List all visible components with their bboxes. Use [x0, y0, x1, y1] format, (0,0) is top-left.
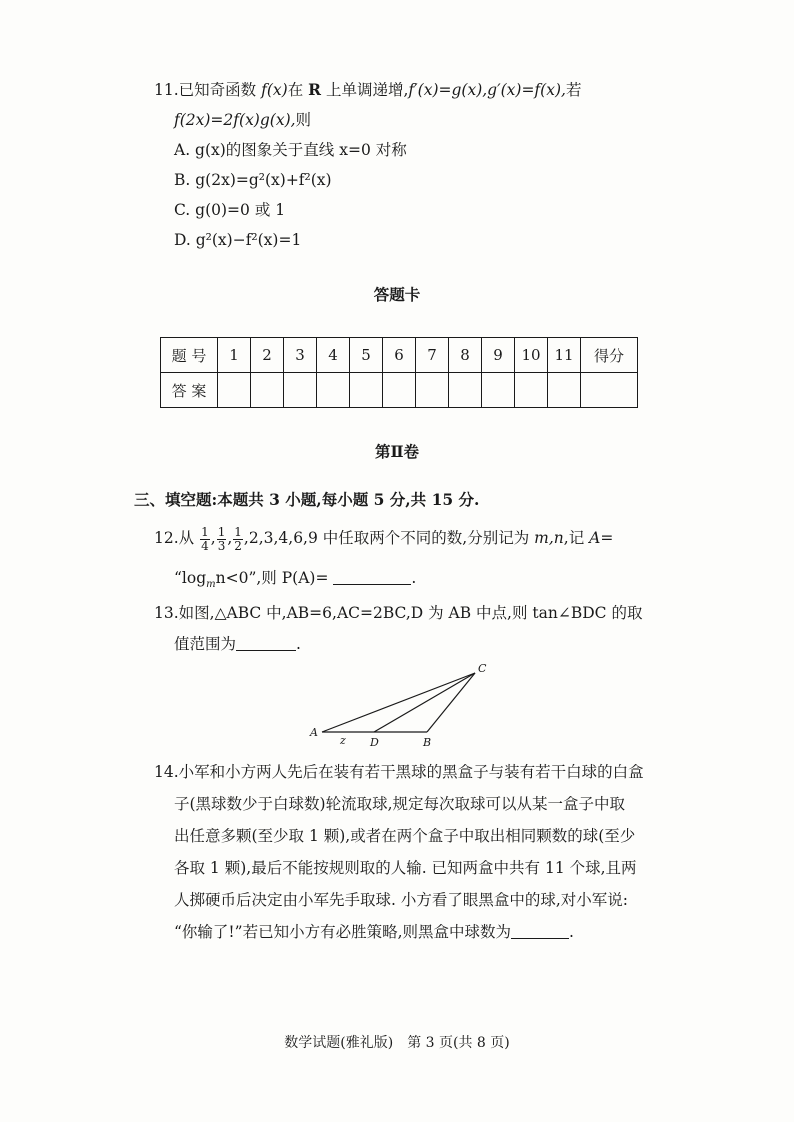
q12-answer-blank[interactable]: [333, 569, 411, 585]
page-footer: 数学试题(雅礼版) 第 3 页(共 8 页): [284, 1035, 510, 1051]
q12-line1: 12.从 $\frac{1}{4}$ , $\frac{1}{3}$ , $\frac{1}{2}$ ,2,3,4,6,9 中任取两个不同的数,分别记为 m,n,记 A=: [154, 524, 614, 553]
q12-line2: “$\log_mn<0$”,则 P(A)= .: [174, 569, 417, 591]
q11-option-b: B. g(2x)=g²(x)+f²(x): [174, 171, 332, 189]
q13-number: 13.: [154, 604, 179, 622]
q14-answer-blank[interactable]: [511, 923, 569, 939]
triangle-abc-figure: [300, 660, 500, 750]
answer-cell[interactable]: [383, 373, 416, 408]
answer-cell[interactable]: [350, 373, 383, 408]
answer-card-table: [160, 337, 638, 408]
answer-cell[interactable]: [449, 373, 482, 408]
score-label-cell: 得分: [581, 338, 638, 373]
answer-cell[interactable]: [515, 373, 548, 408]
row-label-answer: 答 案: [161, 373, 218, 408]
q11-stem-line1: 11.已知奇函数 f(x)在 R 上单调递增,f′(x)=g(x),g′(x)=f(x),若: [154, 80, 582, 99]
q11-option-d: D. g²(x)−f²(x)=1: [174, 231, 302, 249]
answer-card-header-row: [161, 338, 638, 373]
question-number-cell: 11: [548, 338, 581, 373]
question-number-cell: 10: [515, 338, 548, 373]
q14-line6: “你输了!”若已知小方有必胜策略,则黑盒中球数为 .: [174, 923, 574, 941]
question-number-cell: 4: [317, 338, 350, 373]
question-number-cell: 1: [218, 338, 251, 373]
label-b: B: [423, 736, 432, 749]
answer-cell[interactable]: [416, 373, 449, 408]
answer-cell[interactable]: [284, 373, 317, 408]
score-cell[interactable]: [581, 373, 638, 408]
label-mark: z: [340, 734, 346, 747]
label-d: D: [370, 736, 379, 749]
question-number-cell: 7: [416, 338, 449, 373]
question-number-cell: 9: [482, 338, 515, 373]
answer-cell[interactable]: [317, 373, 350, 408]
segment-dc: [374, 673, 475, 732]
q14-line2: 子(黑球数少于白球数)轮流取球,规定每次取球可以从某一盒子中取: [174, 795, 626, 813]
label-c: C: [478, 662, 487, 675]
answer-card-answer-row: [161, 373, 638, 408]
answer-cell[interactable]: [218, 373, 251, 408]
answer-cell[interactable]: [251, 373, 284, 408]
answer-cell[interactable]: [482, 373, 515, 408]
question-number-cell: 3: [284, 338, 317, 373]
question-number-cell: 6: [383, 338, 416, 373]
row-label-number: 题 号: [161, 338, 218, 373]
q14-line1: 14.小军和小方两人先后在装有若干黑球的黑盒子与装有若干白球的白盒: [154, 763, 644, 781]
q14-line5: 人掷硬币后决定由小军先手取球. 小方看了眼黑盒中的球,对小军说:: [174, 891, 629, 909]
fraction-one-quarter: $\frac{1}{4}$: [201, 524, 209, 553]
q12-number: 12.: [154, 529, 179, 547]
fraction-one-third: $\frac{1}{3}$: [217, 524, 226, 553]
q11-stem-line2: f(2x)=2f(x)g(x),则: [174, 111, 312, 129]
fraction-one-half: $\frac{1}{2}$: [234, 524, 242, 553]
section-2-title: 第Ⅱ卷: [374, 442, 420, 461]
fill-in-heading: 三、填空题:本题共 3 小题,每小题 5 分,共 15 分.: [134, 490, 480, 509]
q13-line2: 值范围为 .: [174, 635, 301, 653]
q13-line1: 13.如图,△ABC 中,AB=6,AC=2BC,D 为 AB 中点,则 tan∠BDC 的取: [154, 604, 643, 622]
answer-cell[interactable]: [548, 373, 581, 408]
question-number-cell: 8: [449, 338, 482, 373]
segment-ac: [322, 673, 475, 732]
q11-number: 11.: [154, 81, 179, 99]
q11-option-a: A. g(x)的图象关于直线 x=0 对称: [174, 141, 407, 159]
q14-line3: 出任意多颗(至少取 1 颗),或者在两个盒子中取出相同颗数的球(至少: [174, 827, 636, 845]
question-number-cell: 2: [251, 338, 284, 373]
q14-line4: 各取 1 颗),最后不能按规则取的人输. 已知两盒中共有 11 个球,且两: [174, 859, 637, 877]
q14-number: 14.: [154, 763, 179, 781]
q11-option-c: C. g(0)=0 或 1: [174, 201, 286, 219]
answer-card-title: 答题卡: [373, 285, 421, 304]
question-number-cell: 5: [350, 338, 383, 373]
q13-answer-blank[interactable]: [236, 635, 296, 651]
label-a: A: [310, 726, 318, 739]
